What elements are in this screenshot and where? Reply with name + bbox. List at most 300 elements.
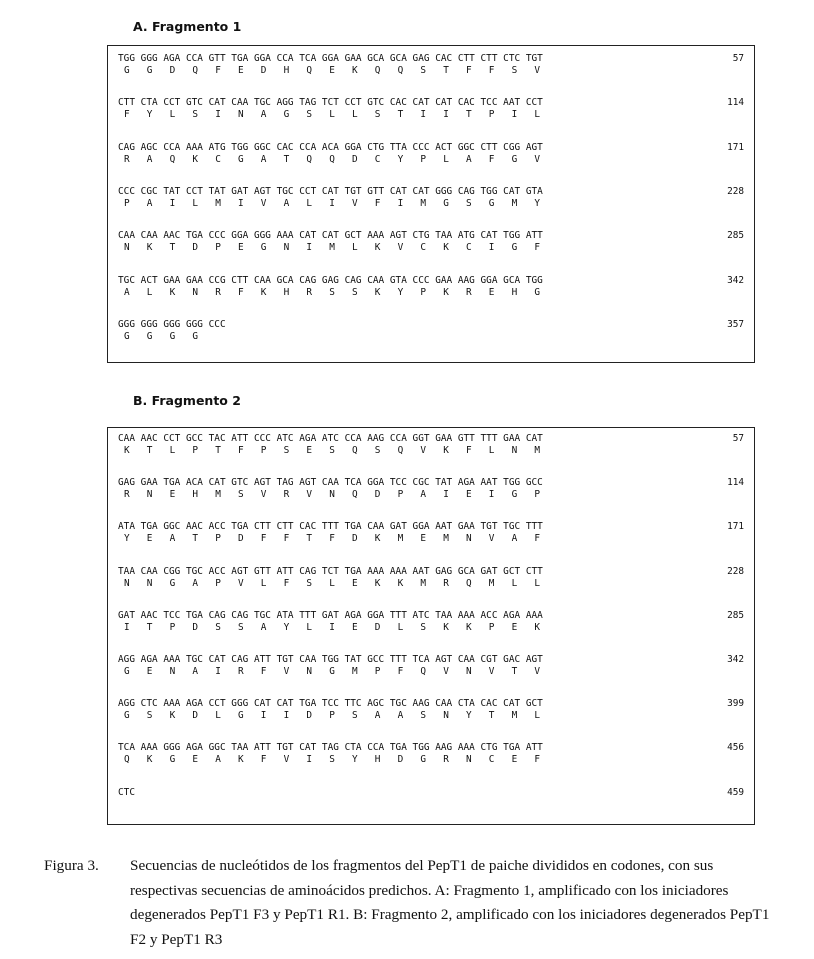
amino-acid: M <box>329 242 335 254</box>
amino-acid: R <box>124 489 130 501</box>
amino-acid: V <box>534 153 541 165</box>
amino-acid: N <box>146 577 153 589</box>
amino-acid: A <box>420 489 427 501</box>
amino-acid: H <box>374 754 381 766</box>
amino-acid: E <box>329 65 335 76</box>
position-number: 459 <box>727 786 744 798</box>
amino-acid: G <box>260 242 267 254</box>
amino-acid: S <box>420 621 427 633</box>
panel-b-sequence-box <box>107 427 755 825</box>
amino-acid: T <box>283 153 290 165</box>
amino-acid: M <box>511 710 518 722</box>
amino-acid: K <box>374 286 381 298</box>
amino-acid: Y <box>397 153 404 165</box>
amino-acid: P <box>215 242 221 254</box>
amino-acid: L <box>534 577 541 589</box>
amino-acid: F <box>260 754 267 766</box>
amino-acid: I <box>169 197 176 209</box>
amino-acid: I <box>215 109 221 121</box>
position-number: 228 <box>727 565 744 577</box>
amino-acid: A <box>124 286 130 298</box>
amino-acid: D <box>374 621 381 633</box>
amino-acid: I <box>238 197 244 209</box>
amino-acid: T <box>169 242 176 254</box>
sequence-row <box>108 610 754 636</box>
amino-acid: D <box>238 533 244 545</box>
amino-acid: Q <box>466 577 472 589</box>
amino-acid: R <box>306 286 313 298</box>
nucleotide-line: GGG GGG GGG GGG CCC <box>118 318 226 330</box>
amino-acid: L <box>488 445 495 456</box>
sequence-row <box>108 787 754 813</box>
amino-acid: G <box>420 754 427 766</box>
amino-acid: L <box>306 621 313 633</box>
amino-acid: I <box>306 242 313 254</box>
amino-acid: P <box>397 489 404 501</box>
amino-acid: G <box>511 153 518 165</box>
position-number: 285 <box>727 230 744 242</box>
panel-a-title: A. Fragmento 1 <box>133 19 242 34</box>
amino-acid: M <box>534 445 541 456</box>
amino-acid: L <box>260 577 267 589</box>
amino-acid: E <box>192 754 199 766</box>
amino-acid: Y <box>283 621 290 633</box>
amino-acid: F <box>488 153 495 165</box>
amino-acid: D <box>374 489 381 501</box>
nucleotide-line: AGG AGA AAA TGC CAT CAG ATT TGT CAA TGG TAT GCC TTT TCA AGT CAA CGT GAC AGT <box>118 654 543 665</box>
amino-acid: D <box>260 65 267 76</box>
amino-acid: P <box>260 445 267 456</box>
amino-acid: L <box>443 153 449 165</box>
amino-acid: R <box>283 489 290 501</box>
amino-acid: T <box>511 666 518 677</box>
amino-acid: Q <box>352 445 358 456</box>
amino-acid: A <box>260 109 267 121</box>
amino-acid: S <box>192 109 199 121</box>
amino-acid: A <box>374 710 381 722</box>
amino-acid: M <box>511 197 518 209</box>
amino-acid: G <box>238 710 244 722</box>
amino-acid: I <box>329 621 335 633</box>
amino-acid: N <box>306 666 313 677</box>
nucleotide-line: CAA CAA AAC TGA CCC GGA GGG AAA CAT CAT GCT AAA AGT CTG TAA ATG CAT TGG ATT <box>118 230 543 242</box>
amino-acid: P <box>215 577 221 589</box>
amino-acid: K <box>124 445 130 456</box>
position-number: 171 <box>727 141 744 153</box>
amino-acid: E <box>488 286 495 298</box>
amino-acid: V <box>397 242 404 254</box>
amino-acid: K <box>352 65 358 76</box>
amino-acid: F <box>397 666 404 677</box>
amino-acid: P <box>534 489 541 501</box>
amino-acid: P <box>420 153 427 165</box>
sequence-row <box>108 566 754 592</box>
amino-acid: K <box>169 286 176 298</box>
amino-acid: L <box>352 109 358 121</box>
nucleotide-line: TCA AAA GGG AGA GGC TAA ATT TGT CAT TAG CTA CCA TGA TGG AAG AAA CTG TGA ATT <box>118 742 543 754</box>
amino-acid: M <box>488 577 495 589</box>
amino-acid: G <box>443 197 449 209</box>
amino-acid: N <box>329 489 335 501</box>
amino-acid: S <box>238 621 244 633</box>
amino-acid: L <box>534 710 541 722</box>
amino-acid: K <box>238 754 244 766</box>
amino-acid: G <box>124 710 130 722</box>
amino-acid: K <box>397 577 404 589</box>
nucleotide-line: CAG AGC CCA AAA ATG TGG GGC CAC CCA ACA GGA CTG TTA CCC ACT GGC CTT CGG AGT <box>118 141 543 153</box>
position-number: 342 <box>727 274 744 286</box>
amino-acid: S <box>374 445 381 456</box>
sequence-row <box>108 319 754 345</box>
amino-acid: N <box>466 533 472 545</box>
amino-acid: T <box>192 533 199 545</box>
amino-acid: F <box>466 445 472 456</box>
sequence-row <box>108 521 754 547</box>
amino-acid: N <box>192 286 199 298</box>
amino-acid: K <box>169 710 176 722</box>
amino-acid: F <box>534 242 541 254</box>
nucleotide-line: CAA AAC CCT GCC TAC ATT CCC ATC AGA ATC CCA AAG CCA GGT GAA GTT TTT GAA CAT <box>118 433 543 444</box>
amino-acid: S <box>329 286 335 298</box>
position-number: 399 <box>727 698 744 710</box>
amino-acid: F <box>283 533 290 545</box>
amino-acid: P <box>124 197 130 209</box>
nucleotide-line: CTT CTA CCT GTC CAT CAA TGC AGG TAG TCT CCT GTC CAC CAT CAT CAC TCC AAT CCT <box>118 97 543 109</box>
amino-acid: F <box>534 533 541 545</box>
position-number: 228 <box>727 185 744 197</box>
amino-acid: I <box>488 489 495 501</box>
amino-acid: V <box>420 445 427 456</box>
amino-acid: N <box>466 754 472 766</box>
amino-acid: K <box>443 286 449 298</box>
amino-acid: D <box>169 65 176 76</box>
amino-acid: G <box>169 330 176 342</box>
position-number: 57 <box>732 433 744 444</box>
amino-acid: N <box>238 109 244 121</box>
amino-acid: I <box>283 710 290 722</box>
position-number: 114 <box>727 477 744 489</box>
amino-acid: L <box>146 286 153 298</box>
amino-acid: V <box>238 577 244 589</box>
amino-acid: L <box>306 197 313 209</box>
amino-acid: N <box>124 577 130 589</box>
amino-acid: S <box>466 197 472 209</box>
amino-acid: E <box>420 533 427 545</box>
amino-acid: P <box>192 445 199 456</box>
amino-acid: L <box>329 577 335 589</box>
amino-acid: T <box>306 533 313 545</box>
amino-acid: M <box>215 197 221 209</box>
amino-acid: K <box>374 242 381 254</box>
amino-acid: C <box>488 754 495 766</box>
amino-acid: H <box>283 65 290 76</box>
amino-acid: F <box>238 445 244 456</box>
amino-acid: K <box>443 242 449 254</box>
amino-acid: H <box>511 286 518 298</box>
amino-acid: K <box>146 242 153 254</box>
amino-acid: Y <box>146 109 153 121</box>
amino-acid: I <box>443 489 449 501</box>
amino-acid: N <box>511 445 518 456</box>
amino-acid: A <box>260 153 267 165</box>
nucleotide-line: GAG GAA TGA ACA CAT GTC AGT TAG AGT CAA TCA GGA TCC CGC TAT AGA AAT TGG GCC <box>118 477 543 489</box>
amino-acid: C <box>215 153 221 165</box>
amino-acid: V <box>306 489 313 501</box>
amino-acid: G <box>169 754 176 766</box>
amino-acid: E <box>146 533 153 545</box>
amino-acid: T <box>443 65 449 76</box>
amino-acid: K <box>443 621 449 633</box>
amino-acid: G <box>511 489 518 501</box>
position-number: 456 <box>727 742 744 754</box>
sequence-row <box>108 433 754 459</box>
amino-acid: A <box>511 533 518 545</box>
amino-acid: S <box>420 65 427 76</box>
amino-acid: Q <box>397 445 404 456</box>
amino-acid: V <box>534 65 541 76</box>
amino-acid: G <box>534 286 541 298</box>
sequence-row <box>108 53 754 79</box>
amino-acid: I <box>420 109 427 121</box>
amino-acid: M <box>397 533 404 545</box>
amino-acid: F <box>488 65 495 76</box>
amino-acid: K <box>374 577 381 589</box>
nucleotide-line: GAT AAC TCC TGA CAG CAG TGC ATA TTT GAT AGA GGA TTT ATC TAA AAA ACC AGA AAA <box>118 609 543 621</box>
amino-acid: Q <box>306 153 313 165</box>
amino-acid: A <box>215 754 221 766</box>
amino-acid: C <box>420 242 427 254</box>
panel-b-title: B. Fragmento 2 <box>133 393 241 408</box>
amino-acid: E <box>169 489 176 501</box>
amino-acid: Q <box>397 65 404 76</box>
sequence-row <box>108 275 754 301</box>
amino-acid: E <box>238 242 244 254</box>
amino-acid: V <box>283 754 290 766</box>
amino-acid: F <box>238 286 244 298</box>
amino-acid: T <box>397 109 404 121</box>
amino-acid: V <box>283 666 290 677</box>
panel-a-sequence-box <box>107 45 755 363</box>
amino-acid: Q <box>420 666 427 677</box>
amino-acid: P <box>329 710 335 722</box>
amino-acid: E <box>511 621 518 633</box>
amino-acid: Q <box>329 153 335 165</box>
amino-acid: G <box>146 330 153 342</box>
amino-acid: I <box>306 754 313 766</box>
sequence-row <box>108 186 754 212</box>
amino-acid: A <box>192 666 199 677</box>
position-number: 285 <box>727 609 744 621</box>
amino-acid: P <box>488 621 495 633</box>
amino-acid: D <box>397 754 404 766</box>
amino-acid: S <box>329 754 335 766</box>
amino-acid: L <box>534 109 541 121</box>
amino-acid: G <box>511 242 518 254</box>
amino-acid: F <box>283 577 290 589</box>
amino-acid: I <box>488 242 495 254</box>
amino-acid: A <box>397 710 404 722</box>
amino-acid: C <box>374 153 381 165</box>
amino-acid: A <box>260 621 267 633</box>
amino-acid: N <box>124 242 130 254</box>
amino-acid: C <box>466 242 472 254</box>
amino-acid: F <box>329 533 335 545</box>
sequence-row <box>108 230 754 256</box>
amino-acid: R <box>443 754 449 766</box>
amino-acid: A <box>466 153 472 165</box>
amino-acid: A <box>169 533 176 545</box>
amino-acid: I <box>215 666 221 677</box>
amino-acid: E <box>352 621 358 633</box>
amino-acid: F <box>124 109 130 121</box>
amino-acid: G <box>169 577 176 589</box>
amino-acid: P <box>169 621 176 633</box>
amino-acid: V <box>260 489 267 501</box>
amino-acid: G <box>124 666 130 677</box>
amino-acid: F <box>260 666 267 677</box>
amino-acid: K <box>260 286 267 298</box>
amino-acid: V <box>260 197 267 209</box>
amino-acid: R <box>466 286 472 298</box>
amino-acid: H <box>192 489 199 501</box>
amino-acid: L <box>352 242 358 254</box>
amino-acid: R <box>443 577 449 589</box>
sequence-row <box>108 654 754 680</box>
amino-acid: L <box>511 577 518 589</box>
amino-acid: L <box>192 197 199 209</box>
amino-acid: Q <box>192 65 199 76</box>
amino-acid: N <box>146 489 153 501</box>
position-number: 357 <box>727 318 744 330</box>
amino-acid: G <box>192 330 199 342</box>
amino-acid: T <box>488 710 495 722</box>
amino-acid: N <box>169 666 176 677</box>
amino-acid: Y <box>466 710 472 722</box>
amino-acid: R <box>215 286 221 298</box>
amino-acid: S <box>146 710 153 722</box>
amino-acid: S <box>420 710 427 722</box>
amino-acid: D <box>192 710 199 722</box>
position-number: 114 <box>727 97 744 109</box>
amino-acid: R <box>124 153 130 165</box>
amino-acid: I <box>443 109 449 121</box>
amino-acid: M <box>443 533 449 545</box>
amino-acid: P <box>374 666 381 677</box>
amino-acid: T <box>466 109 472 121</box>
amino-acid: F <box>466 65 472 76</box>
amino-acid: S <box>329 445 335 456</box>
amino-acid: G <box>488 197 495 209</box>
amino-acid: D <box>192 242 199 254</box>
amino-acid: A <box>146 197 153 209</box>
sequence-row <box>108 698 754 724</box>
nucleotide-line: ATA TGA GGC AAC ACC TGA CTT CTT CAC TTT TGA CAA GAT GGA AAT GAA TGT TGC TTT <box>118 521 543 533</box>
amino-acid: Q <box>124 754 130 766</box>
amino-acid: P <box>420 286 427 298</box>
amino-acid: V <box>443 666 449 677</box>
amino-acid: E <box>466 489 472 501</box>
position-number: 342 <box>727 654 744 665</box>
amino-acid: E <box>352 577 358 589</box>
caption-label: Figura 3. <box>44 857 99 874</box>
amino-acid: I <box>124 621 130 633</box>
amino-acid: S <box>374 109 381 121</box>
amino-acid: I <box>260 710 267 722</box>
amino-acid: E <box>306 445 313 456</box>
amino-acid: Q <box>306 65 313 76</box>
amino-acid: S <box>352 286 358 298</box>
amino-acid: L <box>169 109 176 121</box>
amino-acid: I <box>511 109 518 121</box>
nucleotide-line: CTC <box>118 786 135 798</box>
amino-acid: N <box>466 666 472 677</box>
position-number: 57 <box>732 53 744 64</box>
amino-acid: Y <box>397 286 404 298</box>
amino-acid: K <box>534 621 541 633</box>
amino-acid: V <box>534 666 541 677</box>
amino-acid: K <box>443 445 449 456</box>
amino-acid: D <box>352 533 358 545</box>
amino-acid: G <box>124 330 130 342</box>
amino-acid: E <box>511 754 518 766</box>
amino-acid: R <box>238 666 244 677</box>
amino-acid: H <box>283 286 290 298</box>
amino-acid: P <box>215 533 221 545</box>
amino-acid: L <box>397 621 404 633</box>
amino-acid: Y <box>534 197 541 209</box>
amino-acid: F <box>215 65 221 76</box>
sequence-row <box>108 477 754 503</box>
amino-acid: V <box>488 666 495 677</box>
amino-acid: T <box>215 445 221 456</box>
amino-acid: M <box>215 489 221 501</box>
amino-acid: T <box>146 445 153 456</box>
amino-acid: V <box>488 533 495 545</box>
amino-acid: N <box>443 710 449 722</box>
nucleotide-line: TGG GGG AGA CCA GTT TGA GGA CCA TCA GGA GAA GCA GCA GAG CAC CTT CTT CTC TGT <box>118 53 543 64</box>
nucleotide-line: CCC CGC TAT CCT TAT GAT AGT TGC CCT CAT TGT GTT CAT CAT GGG CAG TGG CAT GTA <box>118 185 543 197</box>
position-number: 171 <box>727 521 744 533</box>
amino-acid: S <box>306 577 313 589</box>
amino-acid: F <box>260 533 267 545</box>
amino-acid: G <box>329 666 335 677</box>
amino-acid: S <box>238 489 244 501</box>
amino-acid: G <box>238 153 244 165</box>
amino-acid: F <box>534 754 541 766</box>
nucleotide-line: AGG CTC AAA AGA CCT GGG CAT CAT TGA TCC TTC AGC TGC AAG CAA CTA CAC CAT GCT <box>118 698 543 710</box>
sequence-row <box>108 97 754 123</box>
sequence-row <box>108 142 754 168</box>
amino-acid: K <box>146 754 153 766</box>
amino-acid: E <box>146 666 153 677</box>
amino-acid: K <box>466 621 472 633</box>
amino-acid: I <box>397 197 404 209</box>
nucleotide-line: TAA CAA CGG TGC ACC AGT GTT ATT CAG TCT TGA AAA AAA AAT GAG GCA GAT GCT CTT <box>118 565 543 577</box>
amino-acid: K <box>192 153 199 165</box>
amino-acid: F <box>374 197 381 209</box>
amino-acid: D <box>352 153 358 165</box>
amino-acid: S <box>352 710 358 722</box>
amino-acid: V <box>352 197 358 209</box>
amino-acid: Y <box>352 754 358 766</box>
amino-acid: L <box>169 445 176 456</box>
amino-acid: G <box>124 65 130 76</box>
sequence-row <box>108 742 754 768</box>
amino-acid: G <box>146 65 153 76</box>
amino-acid: L <box>329 109 335 121</box>
amino-acid: G <box>283 109 290 121</box>
nucleotide-line: TGC ACT GAA GAA CCG CTT CAA GCA CAG GAG CAG CAA GTA CCC GAA AAG GGA GCA TGG <box>118 274 543 286</box>
